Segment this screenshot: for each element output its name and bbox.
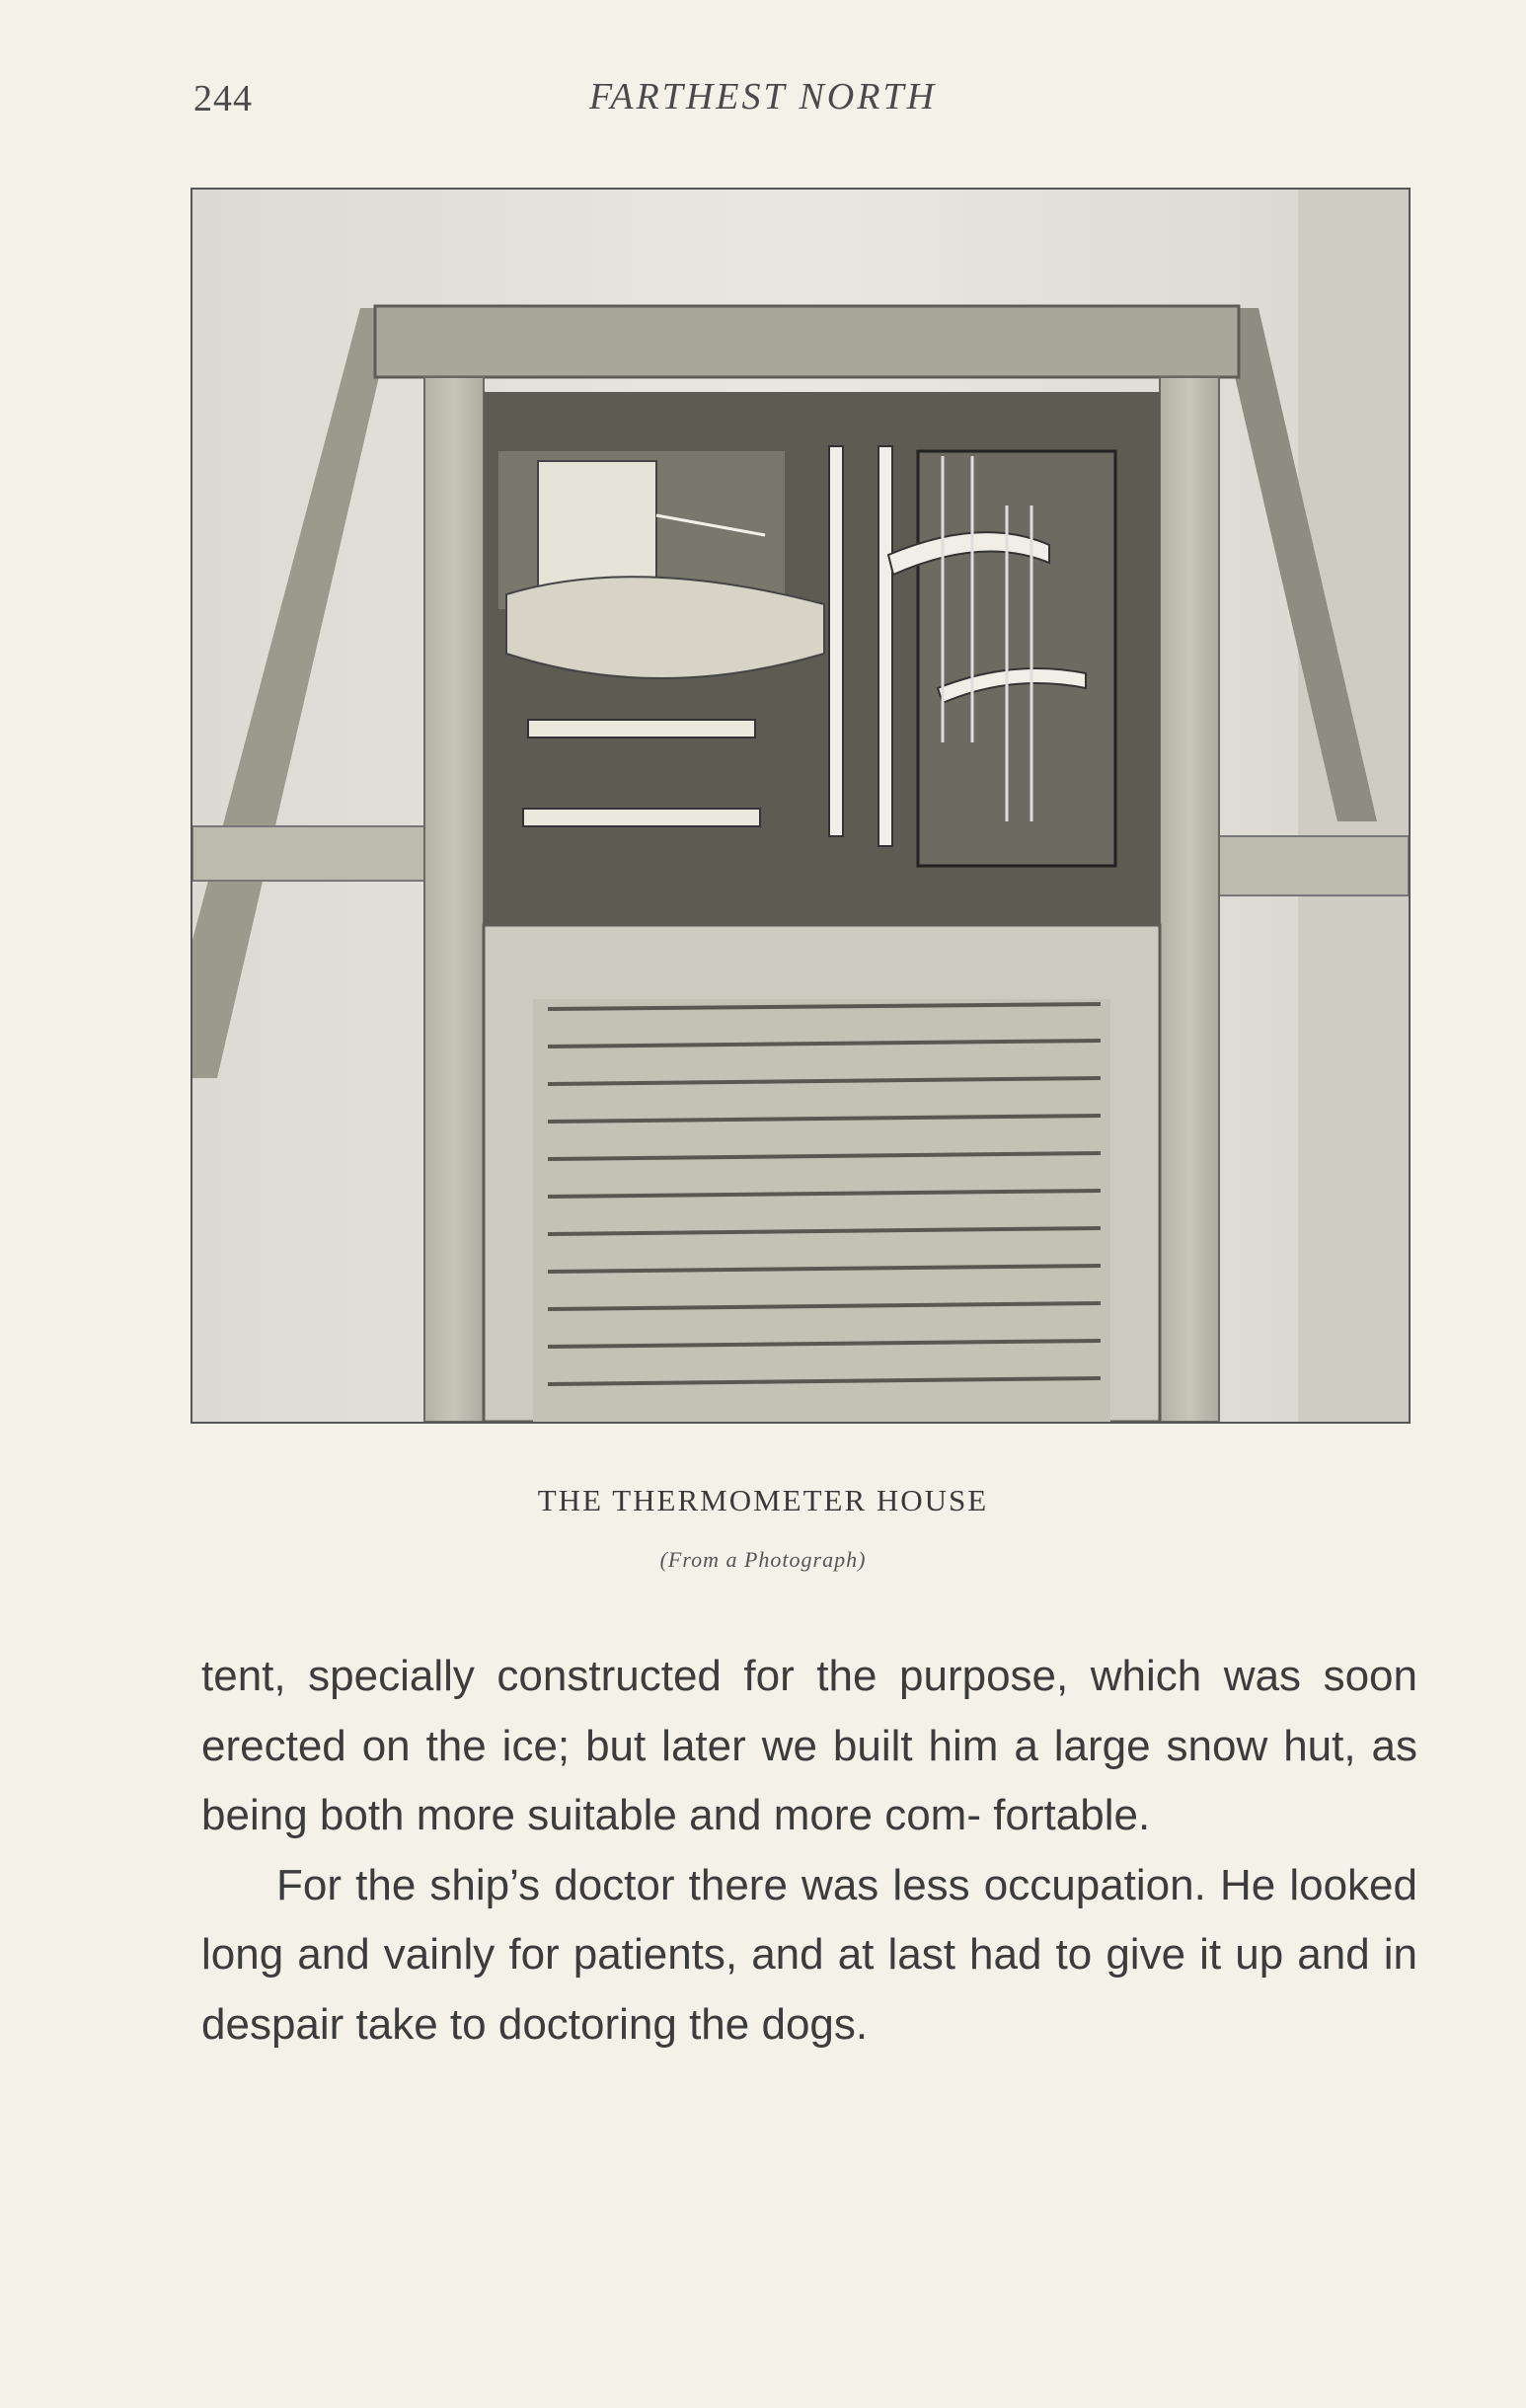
photograph-plate xyxy=(191,188,1411,1424)
thermometer-house-photograph xyxy=(192,190,1409,1422)
left-post xyxy=(424,377,484,1422)
right-post xyxy=(1160,377,1219,1422)
hygrometer-case xyxy=(918,451,1115,866)
thermograph-base xyxy=(506,577,824,678)
vertical-thermometer xyxy=(829,446,843,836)
left-crossbar xyxy=(192,826,449,881)
paragraph: tent, specially constructed for the purpose, which was soon erected on the ice; but later we built him a large snow hut, as being both more suitable and more com- fortable. xyxy=(201,1652,1417,1839)
horizontal-thermometer xyxy=(528,720,755,738)
vertical-thermometer xyxy=(878,446,892,846)
figure-caption: THE THERMOMETER HOUSE xyxy=(537,1483,989,1517)
roof-frame xyxy=(375,306,1239,377)
figure-credit: (From a Photograph) xyxy=(659,1547,867,1572)
paragraph: For the ship’s doctor there was less occupation. He looked long and vainly for patients, and at last had to give it up and in despair take to doctoring the dogs. xyxy=(201,1860,1417,2049)
horizontal-thermometer xyxy=(523,809,760,826)
page-number: 244 xyxy=(193,78,253,119)
running-head: FARTHEST NORTH xyxy=(588,76,938,117)
body-text xyxy=(201,1642,1417,2059)
